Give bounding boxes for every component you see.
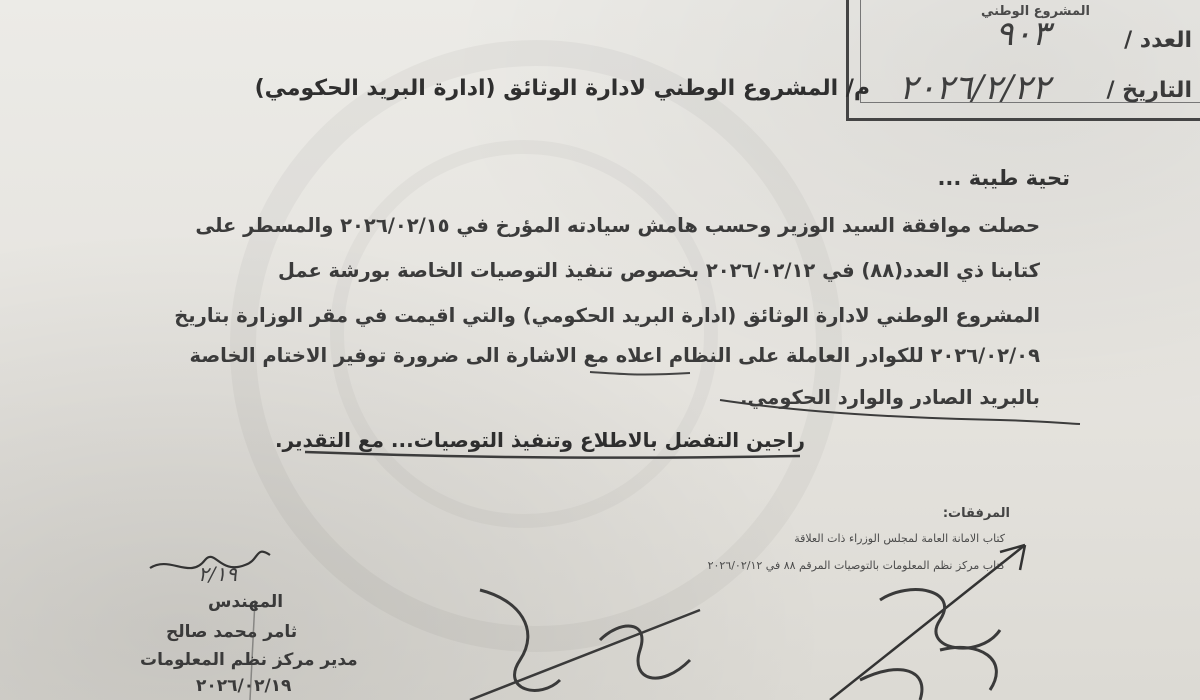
body-line-5: بالبريد الصادر والوارد الحكومي. <box>740 386 1040 409</box>
greeting: تحية طيبة ... <box>937 166 1070 190</box>
reference-number-label: العدد / <box>1124 28 1192 53</box>
reference-date-label: التاريخ / <box>1106 78 1192 103</box>
attachments-label: المرفقات: <box>942 506 1010 521</box>
signature-title: المهندس <box>208 592 284 612</box>
underline-mark-1 <box>590 372 690 375</box>
handwriting-stroke-5 <box>860 647 996 700</box>
signature-initials-date: ٢/١٩ <box>198 562 237 586</box>
body-line-1: حصلت موافقة السيد الوزير وحسب هامش سيادته المؤرخ في ٢٠٢٦/٠٢/١٥ والمسطر على <box>195 214 1040 237</box>
reference-date-value: ٢٠٢٦/٢/٢٢ <box>899 68 1050 108</box>
addressee-line: م/ المشروع الوطني لادارة الوثائق (ادارة البريد الحكومي) <box>254 76 870 101</box>
attachment-item-1: كتاب الامانة العامة لمجلس الوزراء ذات العلاقة <box>794 532 1005 545</box>
signature-name: ثامر محمد صالح <box>166 622 298 642</box>
body-line-4: ٢٠٢٦/٠٢/٠٩ للكوادر العاملة على النظام اعلاه مع الاشارة الى ضرورة توفير الاختام الخاصة <box>189 344 1040 367</box>
signature-position: مدير مركز نظم المعلومات <box>140 650 358 670</box>
body-line-2: كتابنا ذي العدد(٨٨) في ٢٠٢٦/٠٢/١٢ بخصوص تنفيذ التوصيات الخاصة بورشة عمل <box>277 259 1040 282</box>
closing-line: راجين التفضل بالاطلاع وتنفيذ التوصيات... مع التقدير. <box>274 428 805 452</box>
attachment-item-2: كتاب مركز نظم المعلومات بالتوصيات المرقم ٨٨ في ٢٠٢٦/٠٢/١٢ <box>707 559 1005 572</box>
handwriting-stroke-4 <box>880 590 1000 649</box>
handwriting-stroke-1 <box>480 590 560 690</box>
signature-date: ٢٠٢٦/٠٢/١٩ <box>196 676 292 696</box>
reference-box-top-text: المشروع الوطني <box>980 4 1090 19</box>
signature-scribble <box>150 552 270 568</box>
body-line-3: المشروع الوطني لادارة الوثائق (ادارة البريد الحكومي) والتي اقيمت في مقر الوزارة بتاريخ <box>174 304 1040 327</box>
reference-number-value: ٩٠٣ <box>995 14 1050 54</box>
underline-mark-3 <box>305 452 800 458</box>
underline-mark-2 <box>720 400 1080 424</box>
fold-line <box>250 600 255 700</box>
handwriting-stroke-2 <box>600 626 690 678</box>
handwriting-stroke-3 <box>470 610 700 700</box>
